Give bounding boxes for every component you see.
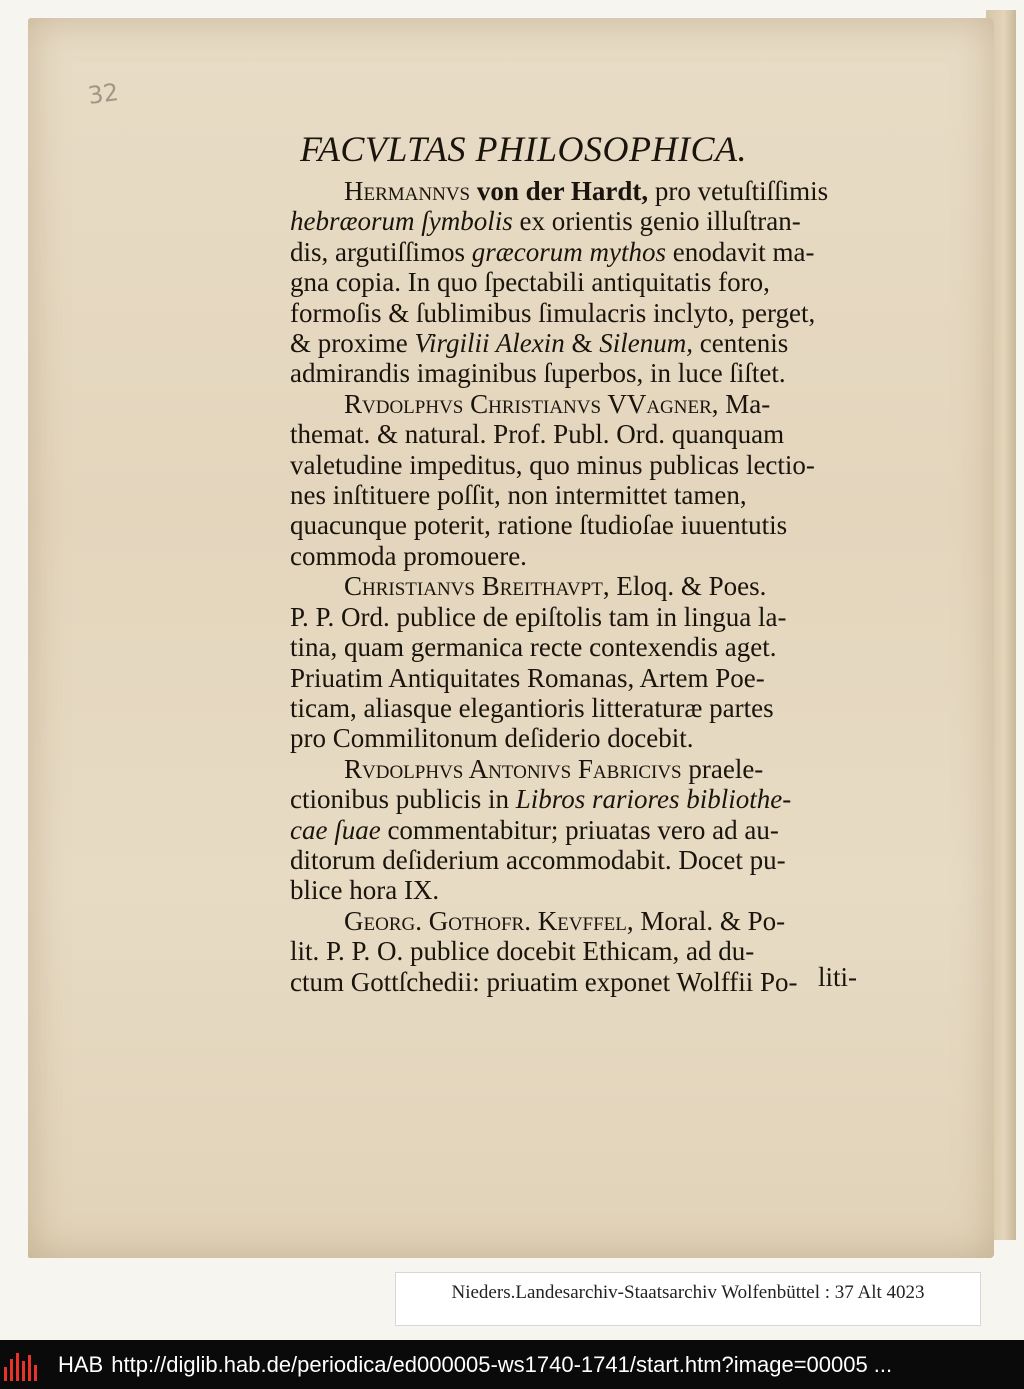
text-run: gna copia. In quo ſpectabili antiquitatis foro, — [290, 267, 770, 298]
text-run: enodavit ma- — [666, 236, 815, 267]
text-line — [290, 723, 866, 753]
text-run: commoda promouere. — [290, 540, 527, 571]
footer-bar — [0, 1340, 1024, 1389]
text-line — [290, 510, 866, 540]
archive-caption: Nieders.Landesarchiv-Staatsarchiv Wolfenbüttel : 37 Alt 4023 — [395, 1272, 981, 1326]
text-run: Hermannvs — [344, 176, 477, 206]
text-run: themat. & natural. Prof. Publ. Ord. quanquam — [290, 419, 785, 450]
paragraph — [290, 176, 866, 389]
text-line — [290, 389, 866, 419]
text-run: Rvdolphvs Christianvs VVagner — [344, 388, 712, 419]
text-run: ditorum deſiderium accommodabit. Docet pu- — [290, 844, 786, 875]
page-heading: FACVLTAS PHILOSOPHICA. — [300, 129, 747, 169]
text-run: Libros rariores bibliothe- — [515, 784, 792, 815]
text-run: Rvdolphvs Antonivs Fabricivs — [344, 753, 682, 784]
text-run: praele- — [681, 753, 764, 784]
text-line — [290, 358, 866, 388]
text-line — [290, 663, 866, 693]
text-run: Christianvs Breithavpt — [344, 571, 603, 602]
text-line — [290, 419, 866, 449]
text-run: & proxime — [290, 328, 415, 359]
text-run: pro vetuſtiſſimis — [648, 176, 829, 206]
text-run: Virgilii Alexin — [414, 328, 565, 359]
text-line — [290, 571, 866, 601]
text-line — [290, 480, 866, 510]
text-run: formoſis & ſublimibus ſimulacris inclyto, perget, — [290, 297, 816, 328]
text-run: , Ma- — [711, 388, 771, 419]
text-line — [290, 967, 866, 997]
catchword: liti- — [818, 962, 857, 992]
text-run: valetudine impeditus, quo minus publicas lectio- — [290, 449, 815, 480]
hab-logo-icon — [4, 1349, 52, 1381]
text-run: dis, argutiſſimos — [290, 236, 472, 267]
text-line — [290, 176, 866, 206]
text-run: Georg. Gothofr. Kevffel — [344, 905, 627, 936]
text-run: hebræorum ſymbolis — [290, 206, 513, 237]
paragraph — [290, 754, 866, 906]
body-text — [290, 176, 866, 997]
text-run: , Moral. & Po- — [626, 905, 786, 936]
text-line — [290, 541, 866, 571]
text-run: nes inſtituere poſſit, non intermittet tamen, — [290, 480, 747, 511]
more-icon[interactable]: ... — [873, 1351, 893, 1377]
text-run: Priuatim Antiquitates Romanas, Artem Poe- — [290, 662, 765, 693]
text-line — [290, 906, 866, 936]
text-run: P. P. Ord. publice de epiſtolis tam in lingua la- — [290, 601, 787, 632]
text-line — [290, 845, 866, 875]
pencil-mark: 32 — [86, 78, 121, 110]
text-run: , Eloq. & Poes. — [602, 571, 767, 602]
text-run: ticam, aliasque elegantioris litteraturæ partes — [290, 692, 774, 723]
text-line — [290, 632, 866, 662]
text-line — [290, 815, 866, 845]
text-line — [290, 693, 866, 723]
text-run: commentabitur; priuatas vero ad au- — [380, 814, 779, 845]
text-run: pro Commilitonum deſiderio docebit. — [290, 723, 694, 754]
paragraph — [290, 906, 866, 997]
text-line — [290, 602, 866, 632]
text-run: ctionibus publicis in — [290, 784, 516, 815]
text-run: & — [564, 328, 600, 359]
text-line — [290, 754, 866, 784]
text-run: blice hora IX. — [290, 875, 440, 906]
paragraph — [290, 389, 866, 571]
text-line — [290, 936, 866, 966]
footer-url[interactable]: http://diglib.hab.de/periodica/ed000005-ws1740-1741/start.htm?image=00005 — [111, 1351, 868, 1377]
text-run: ex orientis genio illuſtran- — [512, 206, 801, 237]
text-run: centenis — [692, 328, 789, 359]
text-line — [290, 328, 866, 358]
footer-label: HAB — [58, 1351, 104, 1377]
text-run: ctum Gottſchedii: priuatim exponet Wolffii Po- — [290, 966, 798, 997]
text-run: lit. P. P. O. publice docebit Ethicam, ad du- — [290, 936, 755, 967]
text-line — [290, 875, 866, 905]
text-run: von der Hardt, — [476, 176, 649, 206]
text-line — [290, 298, 866, 328]
text-run: tina, quam germanica recte contexendis aget. — [290, 632, 777, 663]
text-run: græcorum mythos — [471, 236, 667, 267]
text-line — [290, 784, 866, 814]
text-run: cae ſuae — [290, 814, 381, 845]
text-run: admirandis imaginibus ſuperbos, in luce ſiſtet. — [290, 358, 786, 389]
paragraph — [290, 571, 866, 753]
text-line — [290, 237, 866, 267]
text-line — [290, 267, 866, 297]
text-line — [290, 206, 866, 236]
text-run: quacunque poterit, ratione ſtudioſae iuuentutis — [290, 510, 788, 541]
text-line — [290, 450, 866, 480]
text-run: Silenum, — [599, 328, 693, 359]
